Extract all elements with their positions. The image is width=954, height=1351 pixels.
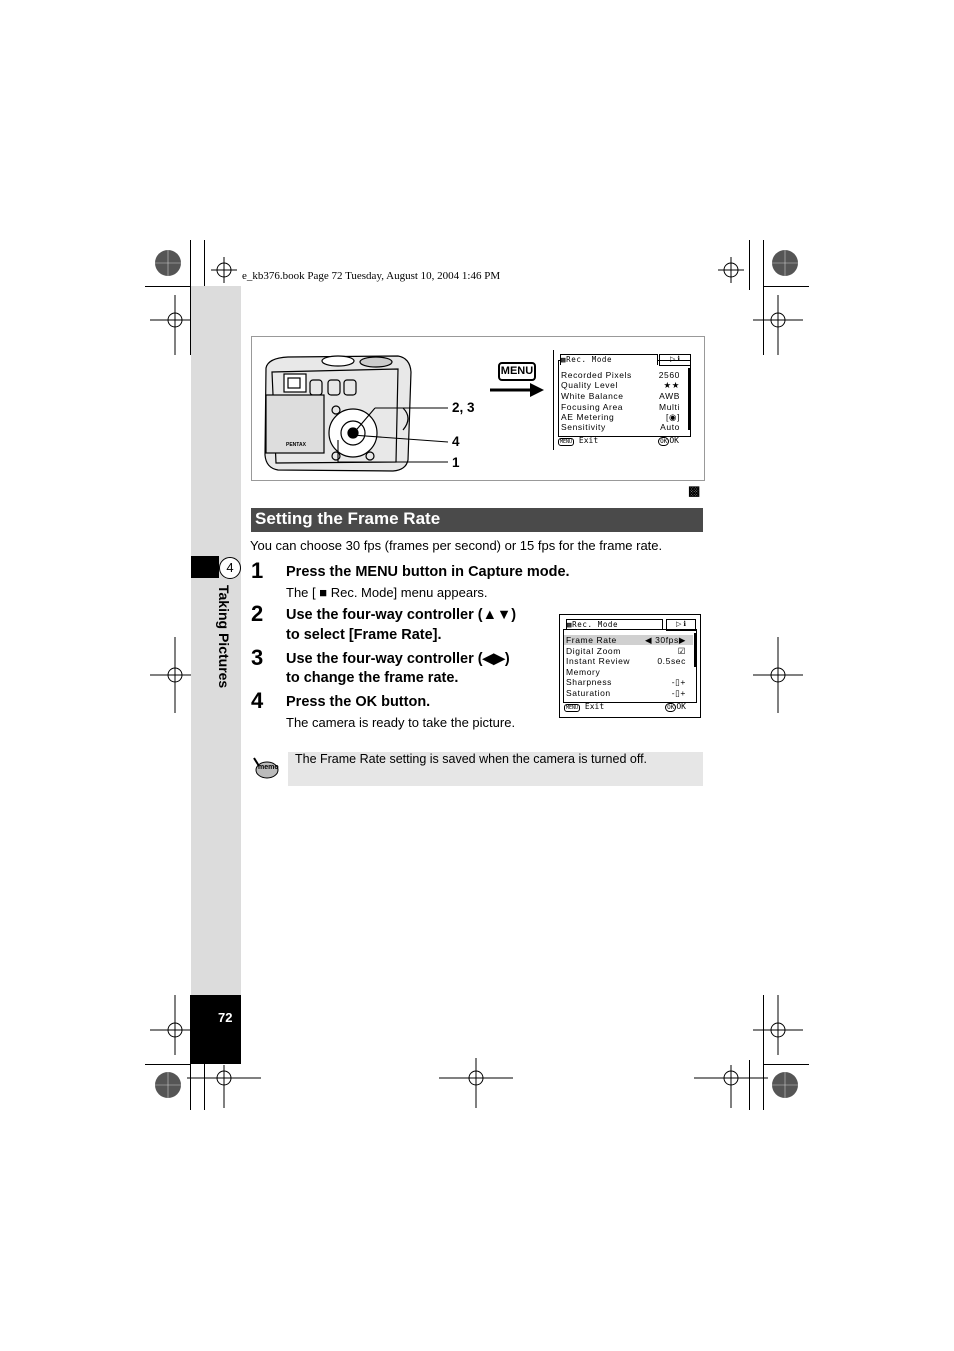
lcd-row: White Balance AWB — [561, 391, 680, 401]
menu-button-icon — [498, 362, 536, 381]
section-title: Setting the Frame Rate — [255, 509, 441, 528]
step-title: Use the four-way controller (◀▶) — [286, 651, 510, 667]
camera-icon: ▩ — [567, 620, 573, 629]
lcd-tab-label: Rec. Mode — [572, 620, 619, 629]
camera-icon: ▩ — [561, 355, 567, 364]
lcd-footer — [564, 702, 696, 712]
lcd-row: Focusing Area Multi — [561, 402, 680, 412]
lcd-row: Recorded Pixels 2560 — [561, 370, 680, 380]
callout-1: 1 — [452, 455, 460, 470]
lcd-row: Memory — [566, 667, 601, 677]
lcd-menu-btn: MENU — [560, 439, 573, 445]
chapter-tab — [191, 556, 219, 578]
lcd-row: Frame Rate ◀ 30fps▶ — [566, 635, 686, 645]
lcd-tab-icons: ▷ ℹ — [666, 619, 696, 631]
step-description: The [ ■ Rec. Mode] menu appears. — [286, 585, 488, 600]
step-title: Press the OK button. — [286, 694, 431, 710]
chapter-number: 4 — [219, 557, 241, 579]
memo-icon — [251, 756, 279, 780]
book-info-header: e_kb376.book Page 72 Tuesday, August 10, 2004 1:46 PM — [242, 270, 501, 282]
step-title: Press the MENU button in Capture mode. — [286, 564, 570, 580]
page-number-tab — [191, 995, 241, 1064]
lcd-row: Sharpness -▯+ — [566, 677, 686, 687]
page-number: 72 — [218, 1010, 233, 1025]
step-number: 1 — [251, 558, 264, 583]
step-number: 2 — [251, 601, 264, 626]
callout-2-3: 2, 3 — [452, 400, 475, 415]
lcd-menu-btn: MENU — [566, 705, 579, 711]
step-title: Use the four-way controller (▲▼) — [286, 607, 517, 623]
step-title-line2: to select [Frame Rate]. — [286, 627, 442, 643]
callout-4: 4 — [452, 434, 460, 449]
lcd-row: Saturation -▯+ — [566, 688, 686, 698]
lcd-ok-btn: OK — [660, 438, 668, 445]
arrow-right-icon — [488, 380, 546, 400]
lcd-footer — [558, 436, 689, 446]
lcd-screen-rec-mode — [553, 350, 694, 450]
lcd-ok-label: OK — [669, 436, 679, 445]
memo-text: The Frame Rate setting is saved when the camera is turned off. — [295, 752, 648, 766]
lcd-exit-label: Exit — [584, 702, 605, 711]
lcd-scrollbar — [694, 633, 697, 667]
intro-text: You can choose 30 fps (frames per second) or 15 fps for the frame rate. — [250, 538, 663, 553]
step-number: 4 — [251, 688, 264, 713]
lcd-row: Instant Review 0.5sec — [566, 656, 686, 666]
lcd-screen-frame-rate — [559, 614, 701, 718]
lcd-row: Quality Level ★★ — [561, 380, 680, 390]
lcd-tab-icons: ▷ ℹ — [659, 354, 691, 366]
menu-button-label: MENU — [500, 365, 534, 377]
step-number: 3 — [251, 645, 264, 670]
lcd-ok-btn: OK — [667, 704, 675, 711]
memo-icon-label: memo — [258, 764, 279, 771]
lcd-row: AE Metering [◉] — [561, 412, 680, 422]
lcd-tab-label: Rec. Mode — [566, 355, 613, 364]
lcd-scrollbar — [688, 368, 691, 430]
brand-label: PENTAX — [286, 442, 306, 448]
movie-mode-icon: ▩ — [688, 483, 701, 498]
step-description: The camera is ready to take the picture. — [286, 715, 516, 730]
callout-lines — [330, 400, 460, 470]
lcd-exit-label: Exit — [578, 436, 599, 445]
chapter-title: Taking Pictures — [216, 585, 232, 689]
lcd-tab — [560, 354, 658, 365]
step-title-line2: to change the frame rate. — [286, 670, 459, 686]
lcd-ok-label: OK — [676, 702, 686, 711]
lcd-row: Sensitivity Auto — [561, 422, 680, 432]
lcd-row: Digital Zoom ☑ — [566, 646, 686, 656]
